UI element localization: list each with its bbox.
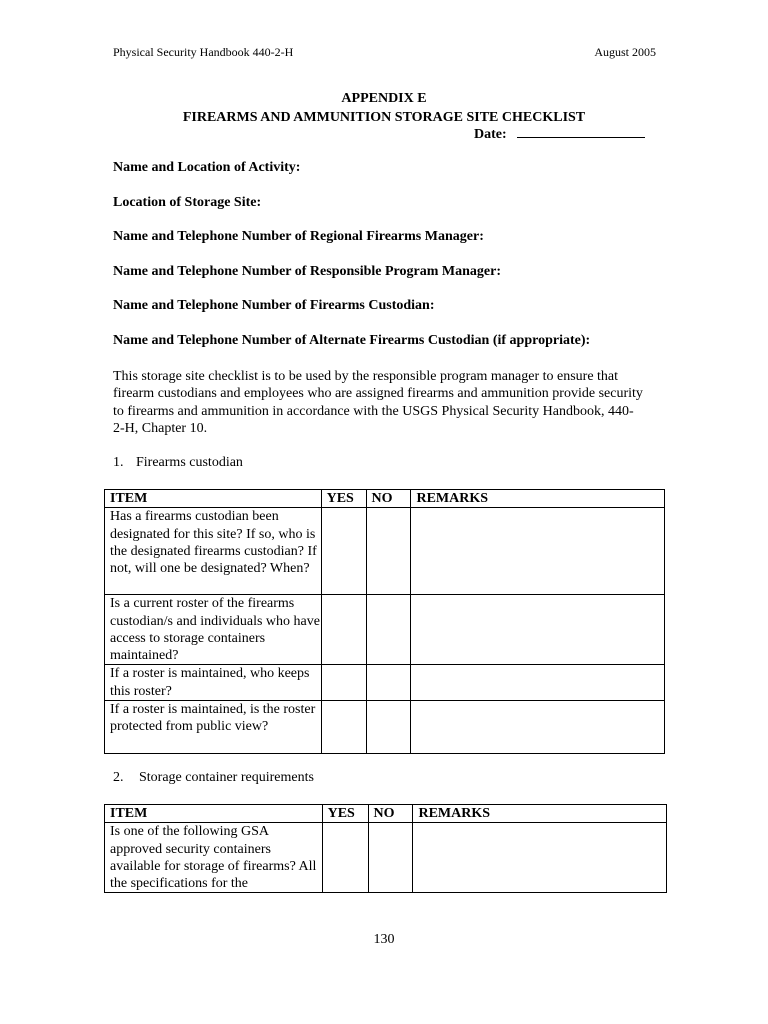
col-header-remarks: REMARKS [413,805,667,823]
field-custodian: Name and Telephone Number of Firearms Custodian: [113,298,435,313]
field-storage-site: Location of Storage Site: [113,195,262,210]
item-cell: If a roster is maintained, who keeps this roster? [105,665,322,701]
table-header-row [105,805,667,823]
table-header-row [105,490,665,508]
remarks-cell[interactable] [413,823,667,893]
date-field [474,125,645,143]
yes-cell[interactable] [322,823,368,893]
section-2-number: 2. [113,770,124,785]
no-cell[interactable] [366,665,411,701]
no-cell[interactable] [366,701,411,754]
table-row [105,701,665,754]
table-row [105,508,665,595]
section-2-title: Storage container requirements [139,770,314,785]
appendix-title: APPENDIX E [341,91,427,106]
yes-cell[interactable] [321,508,366,595]
intro-paragraph: This storage site checklist is to be used by the responsible program manager to ensure that firearm custodians and employees who are assigned firearms and ammunition provide security to firearms and ammunition in accordance with the USGS Physical Security Handbook, 440-2-H, Chapter 10. [113,369,643,436]
date-blank-line [517,125,645,138]
col-header-yes: YES [322,805,368,823]
checklist-table-2 [104,804,667,893]
yes-cell[interactable] [321,595,366,665]
col-header-item: ITEM [105,490,322,508]
yes-cell[interactable] [321,701,366,754]
col-header-no: NO [366,490,411,508]
field-regional-manager: Name and Telephone Number of Regional Firearms Manager: [113,229,484,244]
field-program-manager: Name and Telephone Number of Responsible Program Manager: [113,264,501,279]
date-label: Date: [474,127,507,142]
item-cell: Is a current roster of the firearms custodian/s and individuals who have access to storage containers maintained? [105,595,322,665]
item-cell: Has a firearms custodian been designated for this site? If so, who is the designated firearms custodian? If not, will one be designated? When? [105,508,322,595]
table-row [105,665,665,701]
table-row [105,823,667,893]
no-cell[interactable] [366,595,411,665]
table-row [105,595,665,665]
item-cell: If a roster is maintained, is the roster protected from public view? [105,701,322,754]
remarks-cell[interactable] [411,595,665,665]
section-1-number: 1. [113,455,124,470]
col-header-no: NO [368,805,413,823]
item-cell: Is one of the following GSA approved security containers available for storage of firearms? All the specifications for the [105,823,323,893]
remarks-cell[interactable] [411,508,665,595]
header-left: Physical Security Handbook 440-2-H [113,45,294,59]
page-number: 130 [373,932,395,947]
header-right: August 2005 [594,45,656,59]
col-header-yes: YES [321,490,366,508]
no-cell[interactable] [368,823,413,893]
checklist-table-1 [104,489,665,754]
checklist-title: FIREARMS AND AMMUNITION STORAGE SITE CHECKLIST [182,110,586,125]
no-cell[interactable] [366,508,411,595]
remarks-cell[interactable] [411,701,665,754]
yes-cell[interactable] [321,665,366,701]
field-alternate-custodian: Name and Telephone Number of Alternate Firearms Custodian (if appropriate): [113,333,591,348]
col-header-item: ITEM [105,805,323,823]
col-header-remarks: REMARKS [411,490,665,508]
remarks-cell[interactable] [411,665,665,701]
section-1-title: Firearms custodian [136,455,243,470]
field-activity: Name and Location of Activity: [113,160,301,175]
